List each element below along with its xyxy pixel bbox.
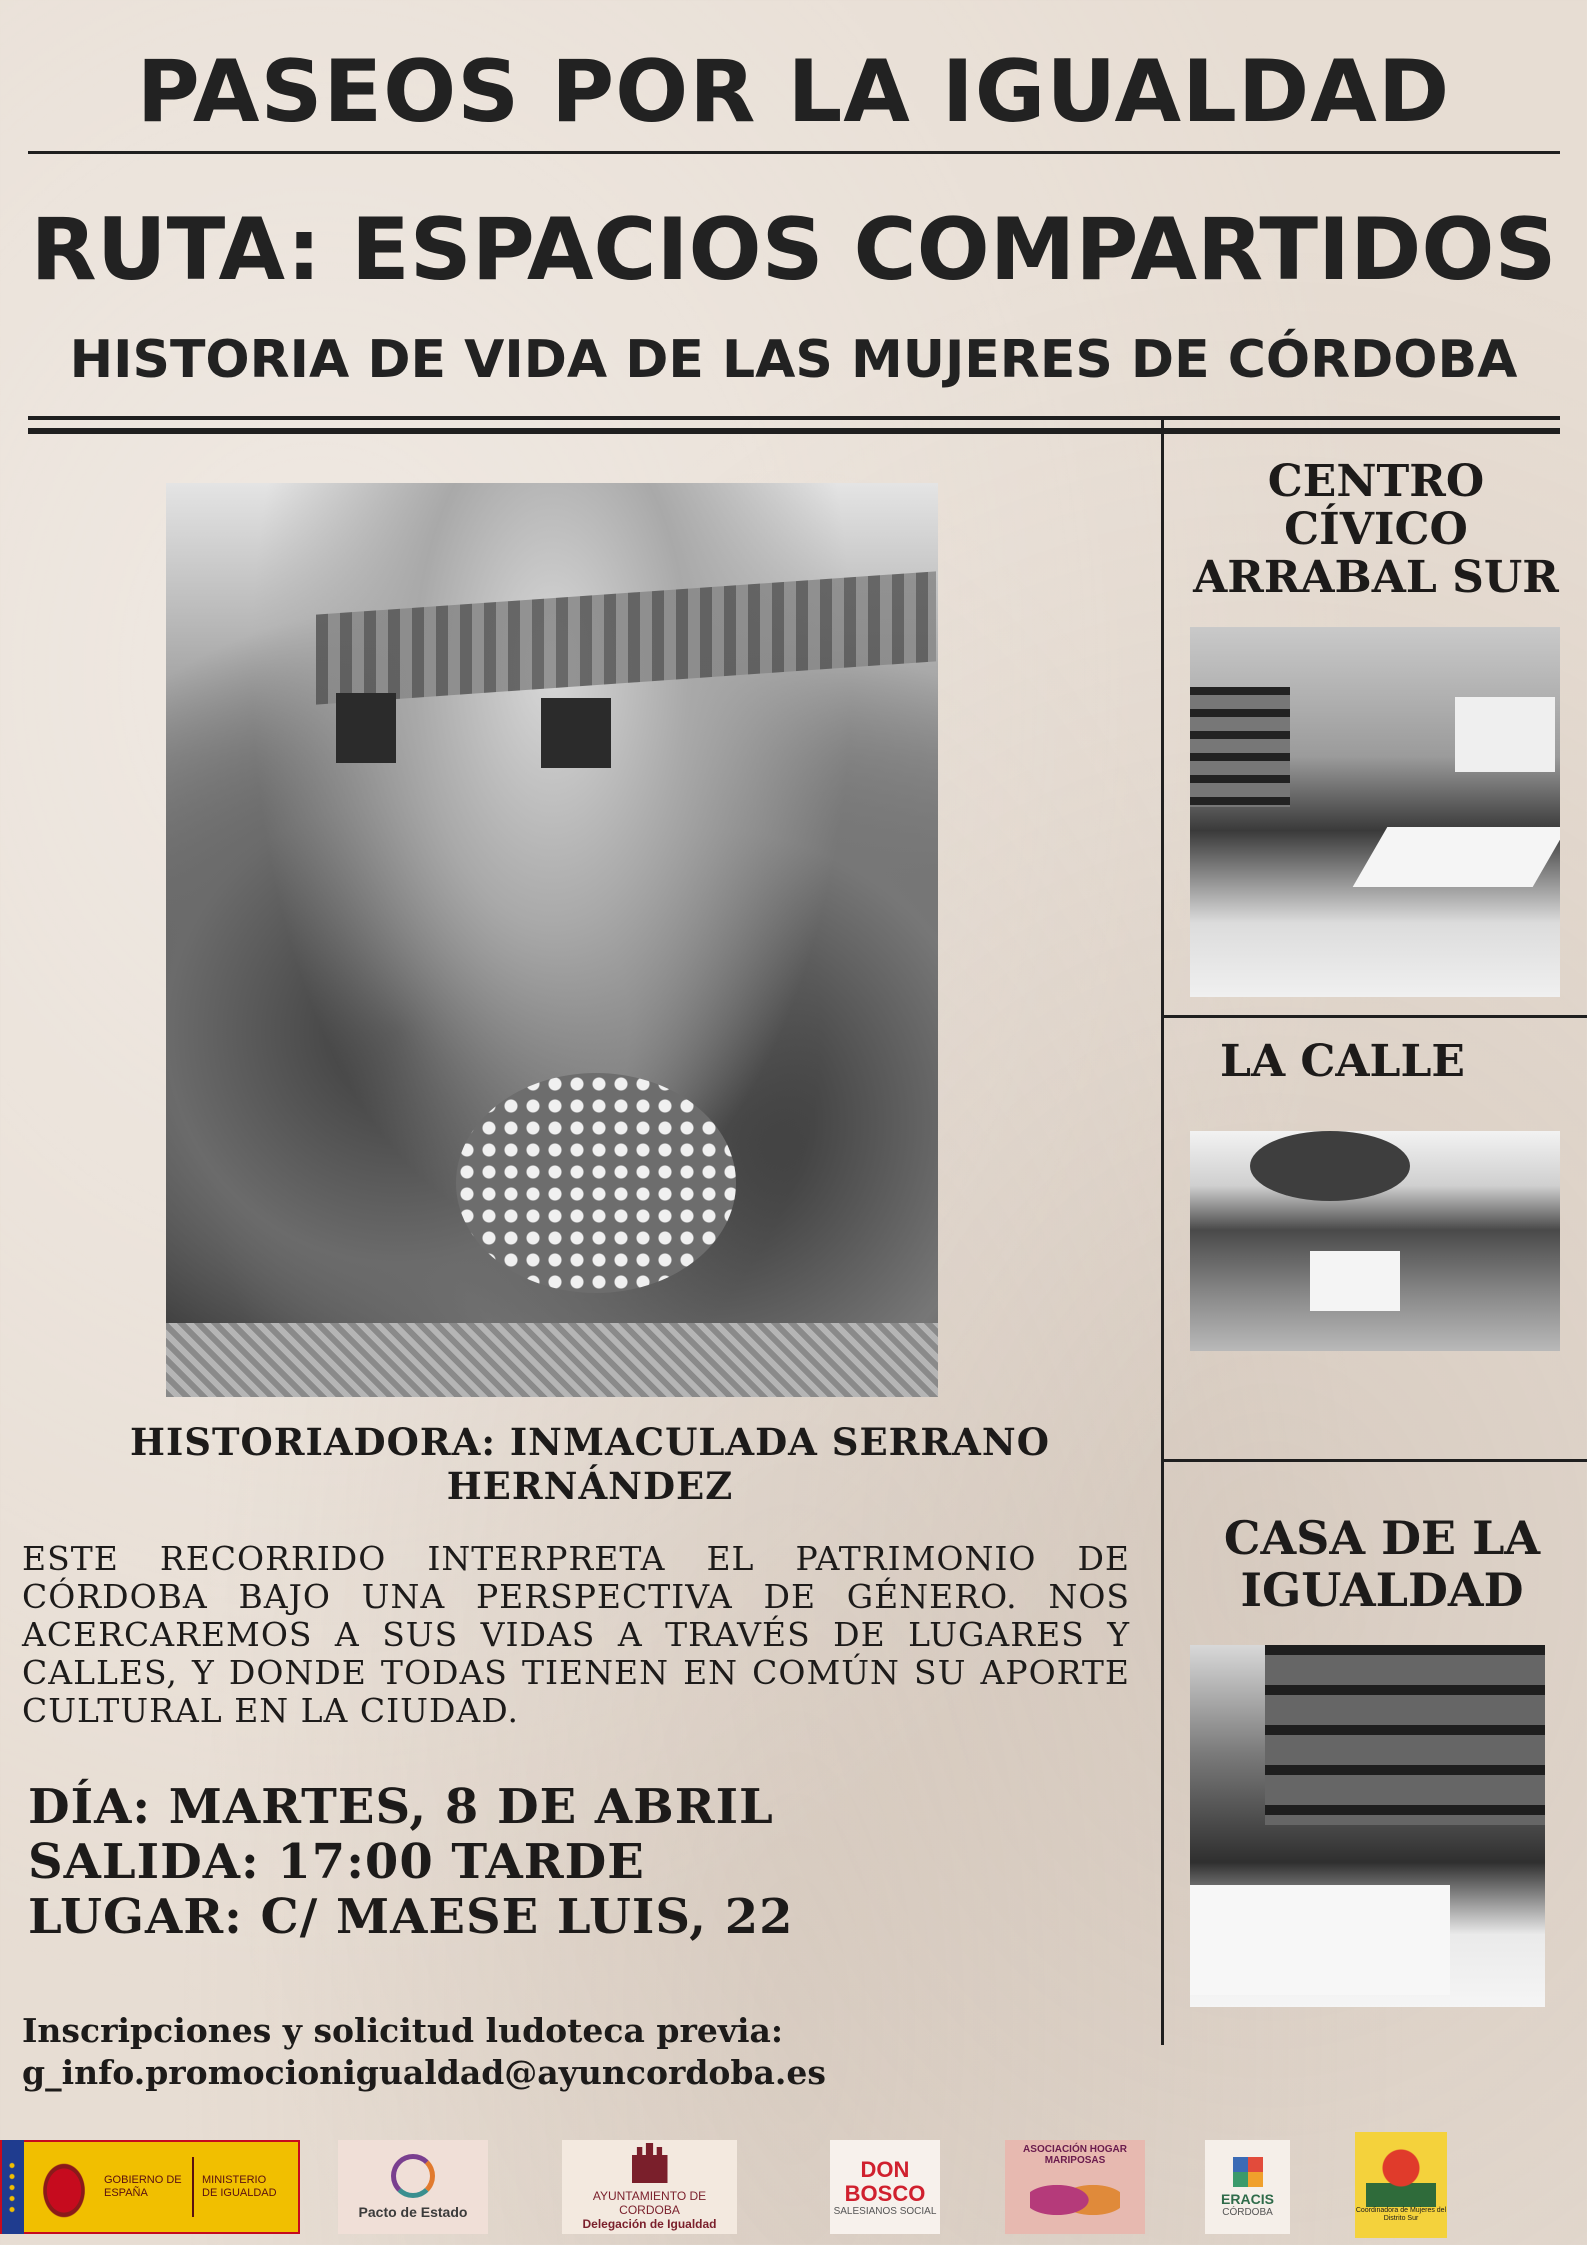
photo-roof-tiles — [316, 571, 936, 704]
photo-tree — [1250, 1131, 1410, 1201]
ayuntamiento-text: AYUNTAMIENTO DE CORDOBA — [592, 2189, 707, 2217]
mariposas-text: ASOCIACIÓN HOGAR MARIPOSAS — [1023, 2144, 1127, 2166]
sidebar-sep-1 — [1163, 1015, 1587, 1018]
photo-flowers — [456, 1073, 736, 1293]
patio-historic-photo — [166, 483, 938, 1397]
contact-text: Inscripciones y solicitud ludoteca previa: — [22, 2011, 784, 2050]
event-departure: SALIDA: 17:00 TARDE — [28, 1834, 645, 1890]
sidebar-divider — [1161, 420, 1164, 2045]
event-place: LUGAR: C/ MAESE LUIS, 22 — [28, 1889, 794, 1945]
cordoba-castle-icon — [632, 2143, 668, 2183]
la-calle-photo — [1190, 1131, 1560, 1351]
logo-eracis — [1205, 2140, 1290, 2234]
route-title: RUTA: ESPACIOS COMPARTIDOS — [30, 200, 1557, 300]
sun-bridge-icon — [1366, 2147, 1436, 2207]
photo-shelves — [1265, 1645, 1545, 1825]
logo-don-bosco — [830, 2140, 940, 2234]
logo-ayuntamiento-cordoba — [562, 2140, 737, 2234]
photo-bookshelf — [1190, 687, 1290, 807]
pacto-circle-icon — [391, 2154, 435, 2198]
sidebar-heading-la-calle: LA CALLE — [1220, 1036, 1465, 1087]
logo-coordinadora-mujeres — [1355, 2132, 1447, 2238]
centro-civico-photo — [1190, 627, 1560, 997]
eu-flag-icon — [2, 2140, 24, 2234]
photo-window-left — [336, 693, 396, 763]
logo-ministerio-text: MINISTERIO DE IGUALDAD — [202, 2174, 277, 2199]
route-subtitle: HISTORIA DE VIDA DE LAS MUJERES DE CÓRDOBA — [69, 330, 1518, 390]
logo-gobierno-espana — [0, 2140, 300, 2234]
photo-window-right — [541, 698, 611, 768]
delegacion-text: Delegación de Igualdad — [582, 2217, 717, 2231]
photo-ground — [166, 1323, 938, 1397]
contact-email[interactable]: g_info.promocionigualdad@ayuncordoba.es — [22, 2053, 826, 2092]
eracis-heart-icon — [1233, 2157, 1263, 2187]
contact-info — [22, 2010, 826, 2094]
eracis-text: ERACIS — [1221, 2190, 1274, 2207]
route-description: ESTE RECORRIDO INTERPRETA EL PATRIMONIO DE CÓRDOBA BAJO UNA PERSPECTIVA DE GÉNERO. NOS ACERCAREMOS A SUS VIDAS A TRAVÉS DE LUGARES Y CALLES, Y DONDE TODAS TIENEN EN COMÚN SU APORTE CULTURAL EN LA CIUDAD. — [22, 1539, 1130, 1730]
logo-gobierno-text: GOBIERNO DE ESPAÑA — [104, 2174, 182, 2199]
coordinadora-text: Coordinadora de Mujeres del Distrito Sur — [1355, 2207, 1447, 2222]
photo-screen — [1455, 697, 1555, 772]
sidebar-sep-2 — [1163, 1459, 1587, 1462]
sidebar-heading-centro-civico: CENTRO CÍVICO ARRABAL SUR — [1193, 456, 1559, 603]
photo-table — [1353, 827, 1560, 887]
salesianos-text: SALESIANOS SOCIAL — [833, 2205, 937, 2217]
pacto-text: Pacto de Estado — [358, 2204, 468, 2220]
donbosco-text: DON BOSCO — [844, 2156, 926, 2206]
page-title: PASEOS POR LA IGUALDAD — [136, 42, 1451, 142]
logo-hogar-mariposas — [1005, 2140, 1145, 2234]
butterfly-icon — [1030, 2170, 1120, 2230]
spain-coat-of-arms-icon — [34, 2152, 94, 2222]
photo-banner — [1310, 1251, 1400, 1311]
casa-igualdad-photo — [1190, 1645, 1545, 2007]
eracis-city-text: CÓRDOBA — [1222, 2206, 1273, 2218]
header-rule-bottom — [28, 428, 1560, 434]
header-rule-top — [28, 416, 1560, 420]
logo-pacto-estado — [338, 2140, 488, 2234]
event-day: DÍA: MARTES, 8 DE ABRIL — [28, 1779, 774, 1835]
title-divider — [28, 151, 1560, 154]
event-details — [28, 1780, 794, 1945]
historian-credit: HISTORIADORA: INMACULADA SERRANO HERNÁNDEZ — [130, 1420, 1050, 1508]
photo-desk — [1190, 1885, 1450, 1995]
sidebar-heading-casa-igualdad: CASA DE LA IGUALDAD — [1223, 1511, 1541, 1617]
